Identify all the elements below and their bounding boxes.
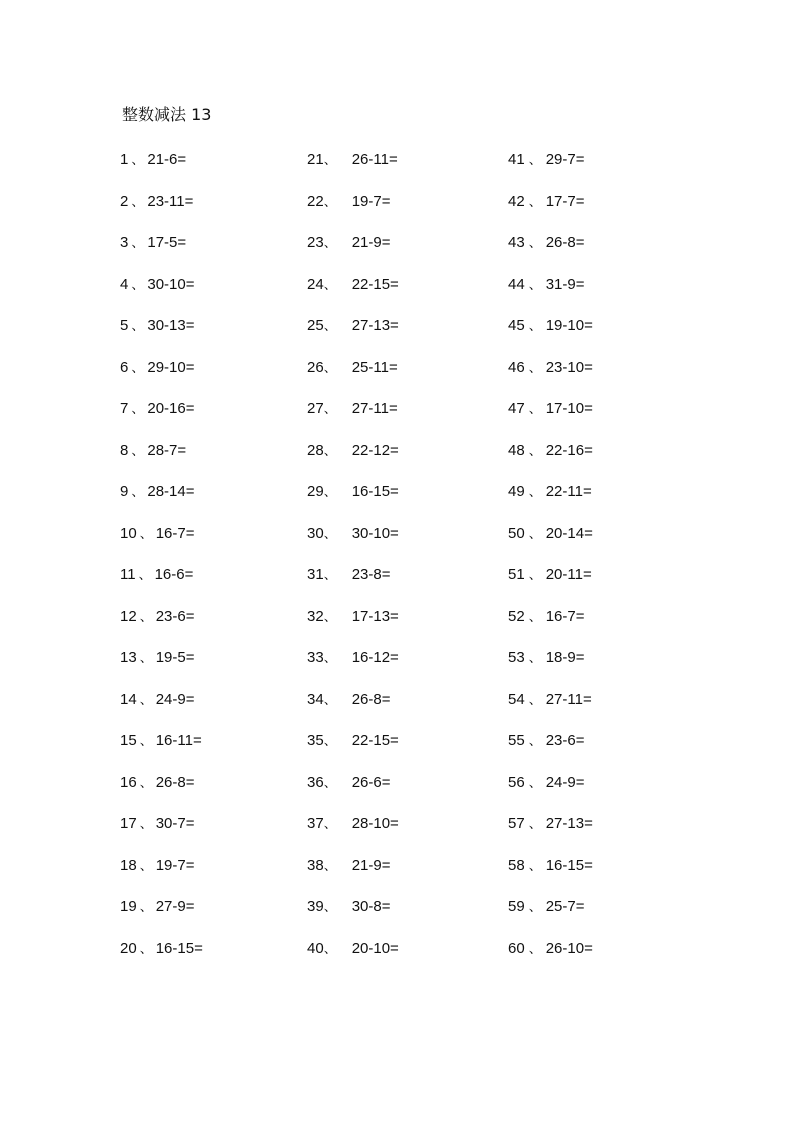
problem-number: 43	[508, 234, 525, 251]
problem-expression: 23-8=	[351, 566, 391, 583]
problem-number: 5	[120, 317, 129, 334]
problem-number: 9	[120, 483, 129, 500]
problem-item	[120, 233, 186, 254]
problem-number: 2	[120, 192, 129, 210]
problem-number: 21	[307, 151, 324, 168]
problem-item	[307, 233, 390, 254]
problem-expression: 26-8=	[155, 773, 195, 791]
problem-item	[307, 565, 390, 586]
problem-expression: 17-10=	[545, 400, 593, 417]
problem-expression: 24-9=	[155, 690, 195, 708]
problem-number: 35	[307, 732, 324, 749]
problem-number: 51	[508, 566, 525, 583]
problem-item	[120, 192, 193, 213]
problem-separator: 、	[139, 651, 153, 666]
problem-separator: 、	[131, 485, 145, 500]
problem-expression: 30-10=	[351, 524, 399, 542]
problem-item	[508, 565, 592, 586]
problem-expression: 16-11=	[155, 732, 202, 749]
problem-separator: 、	[131, 236, 145, 251]
problem-expression: 23-10=	[545, 358, 593, 376]
problem-expression: 16-6=	[154, 566, 194, 583]
problem-separator: 、	[323, 734, 337, 749]
problem-item	[307, 690, 390, 711]
problem-item	[307, 939, 399, 960]
problem-number: 4	[120, 275, 129, 293]
problem-separator: 、	[323, 402, 337, 417]
problem-expression: 19-7=	[351, 192, 391, 210]
problem-item	[120, 856, 195, 877]
problem-expression: 29-7=	[545, 151, 585, 168]
problem-separator: 、	[131, 443, 145, 459]
problem-number: 26	[307, 358, 324, 376]
problem-expression: 27-9=	[155, 898, 195, 915]
problem-expression: 17-5=	[147, 234, 187, 251]
problem-separator: 、	[323, 568, 337, 583]
problem-expression: 26-10=	[545, 939, 593, 957]
problem-expression: 22-12=	[351, 441, 399, 459]
problem-number: 27	[307, 400, 324, 417]
problem-expression: 16-12=	[351, 649, 399, 666]
problem-number: 18	[120, 856, 137, 874]
problem-expression: 20-10=	[351, 939, 399, 957]
problem-item	[307, 482, 399, 503]
problem-item	[307, 648, 399, 669]
problem-item	[307, 275, 399, 296]
problem-number: 38	[307, 856, 324, 874]
problem-expression: 21-9=	[351, 234, 391, 251]
problem-separator: 、	[131, 402, 145, 417]
problem-expression: 27-13=	[545, 815, 593, 832]
problem-number: 50	[508, 524, 525, 542]
problem-expression: 26-8=	[351, 690, 391, 708]
problem-expression: 18-9=	[545, 649, 585, 666]
problem-separator: 、	[528, 485, 542, 500]
problem-number: 53	[508, 649, 525, 666]
problem-number: 45	[508, 317, 525, 334]
problem-item	[120, 897, 195, 918]
problem-number: 10	[120, 524, 137, 542]
problem-item	[120, 524, 195, 545]
problem-item	[120, 814, 195, 835]
problem-expression: 29-10=	[147, 358, 195, 376]
problem-number: 12	[120, 607, 137, 625]
problem-item	[508, 939, 593, 960]
problem-item	[120, 648, 195, 669]
problem-number: 41	[508, 151, 525, 168]
problem-item	[508, 482, 592, 503]
problem-separator: 、	[323, 153, 337, 168]
problem-separator: 、	[528, 900, 542, 915]
problem-item	[307, 441, 399, 462]
problem-separator: 、	[139, 900, 153, 915]
problem-expression: 28-7=	[147, 441, 187, 459]
problem-number: 30	[307, 524, 324, 542]
problem-expression: 19-5=	[155, 649, 195, 666]
problem-number: 60	[508, 939, 525, 957]
problem-item	[508, 773, 585, 794]
problem-expression: 30-10=	[147, 275, 195, 293]
problem-item	[120, 565, 193, 586]
problem-separator: 、	[323, 775, 337, 791]
problem-item	[508, 441, 593, 462]
problem-separator: 、	[323, 319, 337, 334]
problem-item	[307, 897, 390, 918]
problem-separator: 、	[139, 941, 153, 957]
problem-separator: 、	[139, 817, 153, 832]
problem-separator: 、	[139, 775, 153, 791]
problem-expression: 22-16=	[545, 441, 593, 459]
problem-item	[120, 316, 194, 337]
problem-item	[307, 316, 399, 337]
problem-item	[120, 150, 186, 171]
problem-number: 14	[120, 690, 137, 708]
problem-separator: 、	[323, 360, 337, 376]
problem-number: 22	[307, 192, 324, 210]
problem-number: 23	[307, 234, 324, 251]
problem-expression: 25-7=	[545, 898, 585, 915]
problem-number: 25	[307, 317, 324, 334]
problem-expression: 17-7=	[545, 192, 585, 210]
problem-separator: 、	[528, 236, 542, 251]
problem-expression: 20-16=	[147, 400, 195, 417]
problem-separator: 、	[528, 402, 542, 417]
problem-item	[307, 358, 398, 379]
problem-separator: 、	[323, 277, 337, 293]
problem-item	[120, 358, 194, 379]
problem-separator: 、	[323, 941, 337, 957]
problem-item	[120, 399, 194, 420]
problem-item	[120, 441, 186, 462]
problem-number: 40	[307, 939, 324, 957]
problem-number: 52	[508, 607, 525, 625]
problem-expression: 28-10=	[351, 815, 399, 832]
problem-expression: 23-11=	[147, 192, 194, 210]
problem-expression: 16-15=	[351, 483, 399, 500]
problem-separator: 、	[528, 277, 542, 293]
problem-item	[120, 690, 195, 711]
problem-separator: 、	[528, 692, 542, 708]
problem-number: 33	[307, 649, 324, 666]
problem-number: 44	[508, 275, 525, 293]
problem-number: 37	[307, 815, 324, 832]
problem-number: 3	[120, 234, 129, 251]
problem-expression: 27-11=	[351, 400, 398, 417]
problem-expression: 23-6=	[155, 607, 195, 625]
problem-separator: 、	[139, 609, 153, 625]
problem-number: 24	[307, 275, 324, 293]
problem-expression: 30-7=	[155, 815, 195, 832]
problem-expression: 23-6=	[545, 732, 585, 749]
problem-expression: 22-15=	[351, 275, 399, 293]
problem-item	[307, 814, 399, 835]
problem-expression: 16-15=	[155, 939, 203, 957]
problem-item	[508, 690, 592, 711]
problem-number: 6	[120, 358, 129, 376]
problem-separator: 、	[528, 941, 542, 957]
problem-item	[307, 524, 399, 545]
problem-separator: 、	[528, 360, 542, 376]
problem-separator: 、	[323, 526, 337, 542]
problem-number: 47	[508, 400, 525, 417]
problem-item	[120, 731, 202, 752]
problem-separator: 、	[323, 236, 337, 251]
problem-separator: 、	[528, 858, 542, 874]
problem-item	[120, 939, 203, 960]
problem-separator: 、	[139, 526, 153, 542]
problem-separator: 、	[528, 817, 542, 832]
problem-item	[508, 275, 585, 296]
problem-separator: 、	[131, 319, 145, 334]
problem-separator: 、	[528, 651, 542, 666]
problem-expression: 26-6=	[351, 773, 391, 791]
problem-item	[120, 482, 194, 503]
problem-separator: 、	[528, 734, 542, 749]
problem-number: 34	[307, 690, 324, 708]
problem-item	[508, 316, 593, 337]
problem-number: 7	[120, 400, 129, 417]
problem-number: 15	[120, 732, 137, 749]
problem-expression: 21-9=	[351, 856, 391, 874]
problem-separator: 、	[323, 485, 337, 500]
worksheet-title: 整数减法 13	[122, 105, 212, 124]
problem-expression: 16-7=	[155, 524, 195, 542]
problem-separator: 、	[139, 734, 153, 749]
problem-expression: 30-13=	[147, 317, 195, 334]
problem-item	[120, 773, 195, 794]
problem-separator: 、	[528, 194, 542, 210]
problem-separator: 、	[323, 858, 337, 874]
problem-item	[120, 275, 194, 296]
problem-item	[508, 856, 593, 877]
problem-item	[508, 150, 585, 171]
problem-item	[508, 192, 585, 213]
problem-separator: 、	[323, 443, 337, 459]
problem-item	[307, 399, 398, 420]
problem-number: 59	[508, 898, 525, 915]
problem-item	[508, 731, 585, 752]
problem-separator: 、	[528, 153, 542, 168]
problem-separator: 、	[131, 277, 145, 293]
problem-separator: 、	[528, 319, 542, 334]
problem-item	[508, 607, 585, 628]
problem-number: 46	[508, 358, 525, 376]
problem-number: 49	[508, 483, 525, 500]
problem-number: 48	[508, 441, 525, 459]
problem-separator: 、	[131, 360, 145, 376]
problem-expression: 26-8=	[545, 234, 585, 251]
problem-item	[307, 607, 399, 628]
problem-separator: 、	[528, 526, 542, 542]
problem-separator: 、	[323, 692, 337, 708]
problem-separator: 、	[139, 692, 153, 708]
problem-number: 28	[307, 441, 324, 459]
problem-separator: 、	[528, 775, 542, 791]
problem-number: 57	[508, 815, 525, 832]
problem-item	[508, 897, 585, 918]
problem-item	[508, 399, 593, 420]
problem-number: 42	[508, 192, 525, 210]
problem-item	[307, 856, 390, 877]
problem-separator: 、	[323, 651, 337, 666]
problem-number: 31	[307, 566, 324, 583]
problem-number: 39	[307, 898, 324, 915]
problem-expression: 24-9=	[545, 773, 585, 791]
problem-separator: 、	[528, 443, 542, 459]
problem-separator: 、	[139, 858, 153, 874]
problem-expression: 27-13=	[351, 317, 399, 334]
problem-item	[120, 607, 195, 628]
problem-item	[508, 648, 585, 669]
problem-number: 56	[508, 773, 525, 791]
problem-number: 20	[120, 939, 137, 957]
problem-expression: 31-9=	[545, 275, 585, 293]
problem-number: 36	[307, 773, 324, 791]
problem-expression: 20-14=	[545, 524, 593, 542]
problem-expression: 30-8=	[351, 898, 391, 915]
problem-number: 55	[508, 732, 525, 749]
problem-number: 17	[120, 815, 137, 832]
problem-expression: 22-11=	[545, 483, 592, 500]
problem-separator: 、	[528, 609, 542, 625]
problem-number: 58	[508, 856, 525, 874]
problem-expression: 16-7=	[545, 607, 585, 625]
problem-number: 16	[120, 773, 137, 791]
problem-expression: 19-7=	[155, 856, 195, 874]
problem-number: 32	[307, 607, 324, 625]
problem-separator: 、	[131, 153, 145, 168]
problem-expression: 21-6=	[147, 151, 187, 168]
problem-expression: 27-11=	[545, 690, 592, 708]
problem-item	[508, 524, 593, 545]
problem-item	[307, 773, 390, 794]
problem-expression: 22-15=	[351, 732, 399, 749]
problem-item	[307, 150, 398, 171]
problem-separator: 、	[528, 568, 542, 583]
problem-separator: 、	[323, 817, 337, 832]
problem-number: 1	[120, 151, 129, 168]
problem-separator: 、	[323, 609, 337, 625]
problem-expression: 20-11=	[545, 566, 592, 583]
problem-item	[508, 358, 593, 379]
problem-separator: 、	[138, 568, 152, 583]
problem-item	[508, 814, 593, 835]
problem-separator: 、	[323, 194, 337, 210]
problem-item	[307, 731, 399, 752]
problem-number: 29	[307, 483, 324, 500]
problem-expression: 28-14=	[147, 483, 195, 500]
problem-expression: 19-10=	[545, 317, 593, 334]
problem-item	[307, 192, 390, 213]
problem-item	[508, 233, 585, 254]
problem-separator: 、	[323, 900, 337, 915]
problem-expression: 25-11=	[351, 358, 398, 376]
problem-expression: 17-13=	[351, 607, 399, 625]
problem-expression: 16-15=	[545, 856, 593, 874]
problem-number: 13	[120, 649, 137, 666]
problem-expression: 26-11=	[351, 151, 398, 168]
problem-number: 8	[120, 441, 129, 459]
problem-number: 11	[120, 566, 136, 583]
problem-separator: 、	[131, 194, 145, 210]
problem-number: 19	[120, 898, 137, 915]
problem-number: 54	[508, 690, 525, 708]
